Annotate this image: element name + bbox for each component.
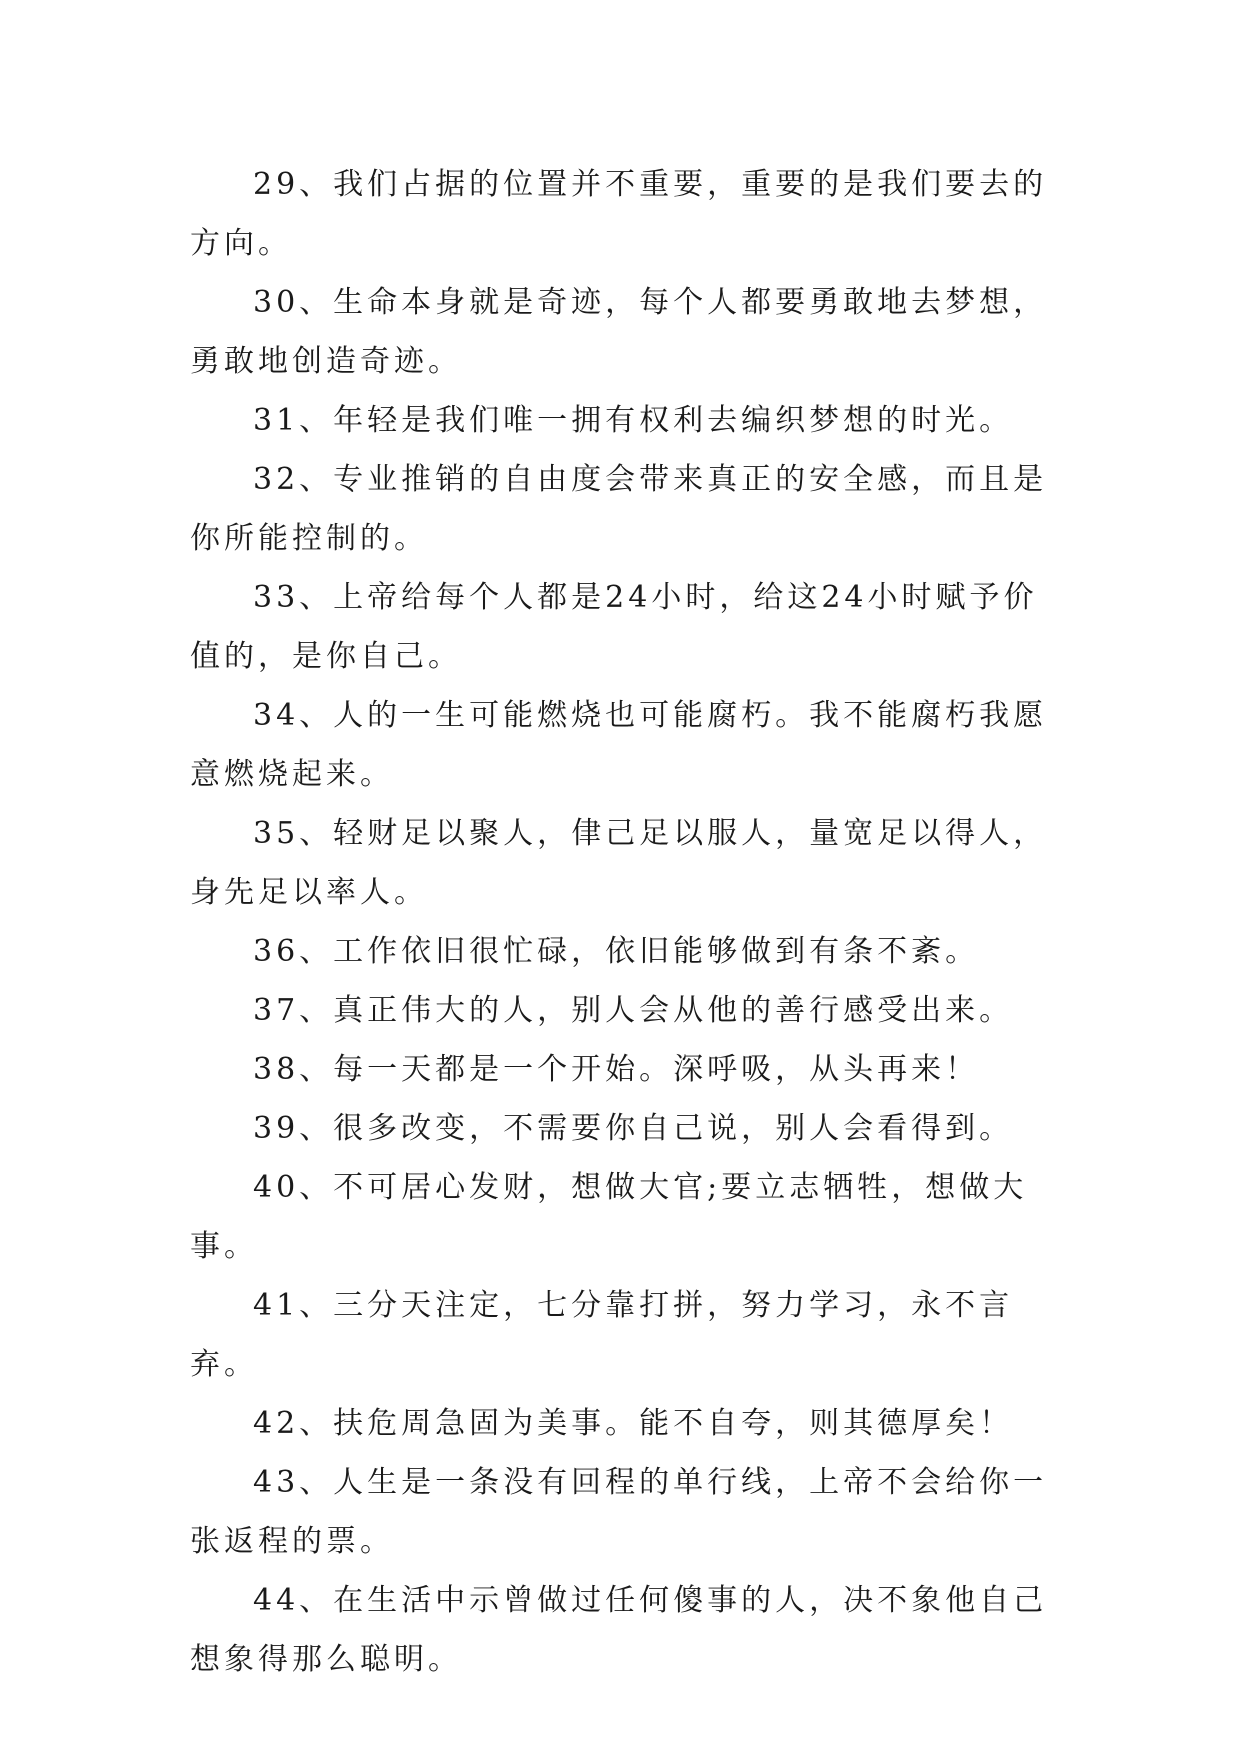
paragraph-37: 37、真正伟大的人，别人会从他的善行感受出来。 [253, 993, 1014, 1028]
paragraph-35: 35、轻财足以聚人，侓己足以服人，量宽足以得人，身先足以率人。 [190, 816, 1048, 910]
paragraph-40: 40、不可居心发财，想做大官;要立志牺牲，想做大事。 [190, 1170, 1028, 1264]
paragraph-36: 36、工作依旧很忙碌，依旧能够做到有条不紊。 [253, 934, 980, 969]
paragraph-44: 44、在生活中示曾做过任何傻事的人，决不象他自己想象得那么聪明。 [190, 1583, 1048, 1677]
paragraph-42: 42、扶危周急固为美事。能不自夸，则其德厚矣！ [253, 1406, 1014, 1441]
paragraph-38: 38、每一天都是一个开始。深呼吸，从头再来！ [253, 1052, 980, 1087]
paragraph-39: 39、很多改变，不需要你自己说，别人会看得到。 [253, 1111, 1014, 1146]
document-body [190, 155, 1050, 1689]
paragraph-32: 32、专业推销的自由度会带来真正的安全感，而且是你所能控制的。 [190, 462, 1048, 556]
paragraph-34: 34、人的一生可能燃烧也可能腐朽。我不能腐朽我愿意燃烧起来。 [190, 698, 1048, 792]
paragraph-43: 43、人生是一条没有回程的单行线，上帝不会给你一张返程的票。 [190, 1465, 1048, 1559]
paragraph-33: 33、上帝给每个人都是24小时，给这24小时赋予价值的，是你自己。 [190, 580, 1038, 674]
paragraph-29: 29、我们占据的位置并不重要，重要的是我们要去的方向。 [190, 167, 1048, 261]
paragraph-41: 41、三分天注定，七分靠打拼，努力学习，永不言弃。 [190, 1288, 1014, 1382]
paragraph-30: 30、生命本身就是奇迹，每个人都要勇敢地去梦想，勇敢地创造奇迹。 [190, 285, 1048, 379]
paragraph-31: 31、年轻是我们唯一拥有权利去编织梦想的时光。 [253, 403, 1014, 438]
